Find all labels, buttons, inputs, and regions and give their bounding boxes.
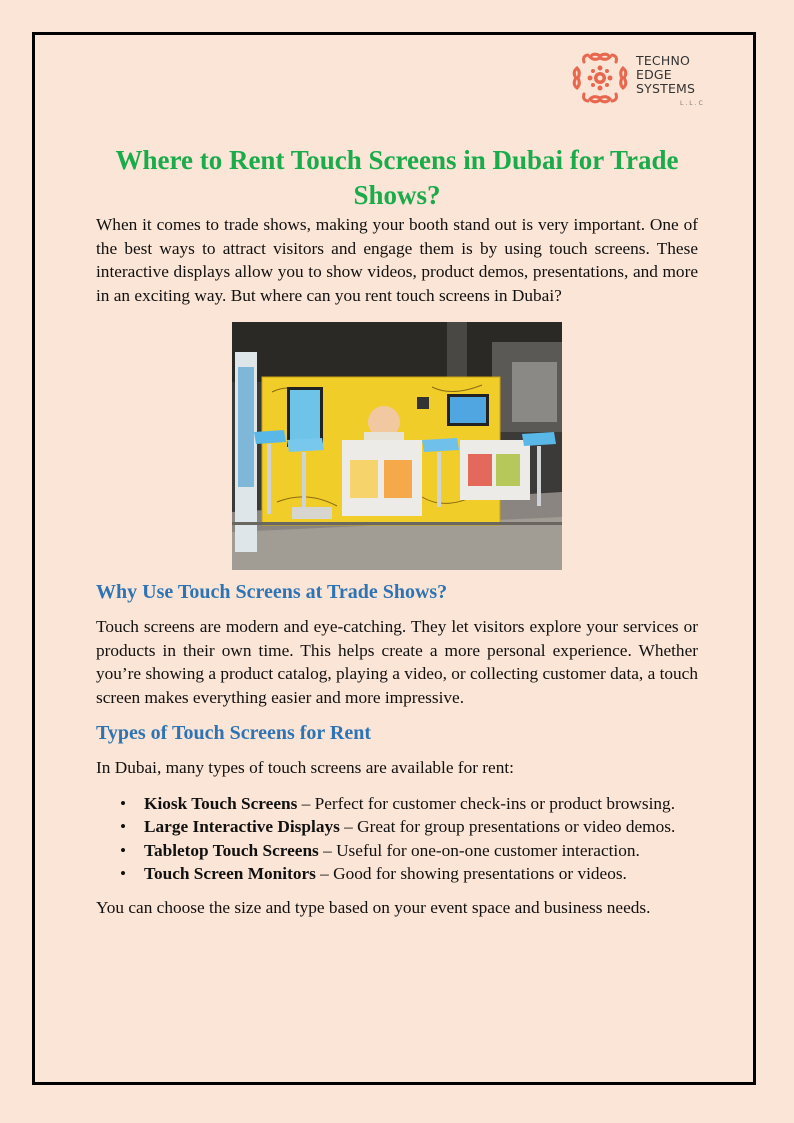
list-item-desc: – Perfect for customer check-ins or product browsing. (297, 793, 676, 813)
company-logo (568, 48, 703, 108)
section-heading-why: Why Use Touch Screens at Trade Shows? (96, 581, 448, 603)
bullet-icon: • (120, 840, 127, 860)
bullet-icon: • (120, 793, 127, 813)
types-lead: In Dubai, many types of touch screens are available for rent: (96, 758, 514, 777)
section-heading-types: Types of Touch Screens for Rent (96, 722, 372, 744)
logo-mark-icon (568, 48, 632, 108)
page-title: Where to Rent Touch Screens in Dubai for Trade Shows? (115, 145, 679, 210)
list-item-desc: – Good for showing presentations or videos. (315, 864, 627, 883)
list-item-term: Touch Screen Monitors (144, 864, 316, 883)
logo-wordmark (636, 54, 695, 96)
intro-paragraph: When it comes to trade shows, making your booth stand out is very important. One of the best ways to attract visitors and engage them is by using touch screens. These interactive displays allow you to show videos, product demos, presentations, and more in an exciting way. But where can you rent touch screens in Dubai? (96, 215, 698, 305)
logo-line: SYSTEMS (636, 81, 696, 96)
logo-suffix: L.L.C (680, 100, 705, 107)
why-paragraph: Touch screens are modern and eye-catching. They let visitors explore your services or products in their own time. This helps create a more personal experience. Whether you’re showing a product catalog, playing a video, or collecting customer data, a touch screen makes everything easier and more impressive. (96, 617, 698, 707)
list-item-term: Large Interactive Displays (144, 817, 340, 836)
trade-show-booth-photo (232, 322, 562, 570)
document-body (96, 143, 698, 919)
list-item (120, 815, 698, 839)
bullet-icon: • (120, 817, 127, 836)
logo-line: TECHNO (636, 53, 691, 68)
list-item-term: Kiosk Touch Screens (144, 793, 298, 813)
list-item (120, 792, 698, 816)
list-item (120, 862, 698, 886)
list-item-term: Tabletop Touch Screens (144, 840, 319, 860)
list-item-desc: – Great for group presentations or video demos. (339, 817, 676, 836)
bullet-icon: • (120, 864, 127, 883)
list-item-desc: – Useful for one-on-one customer interaction. (318, 840, 640, 860)
logo-line: EDGE (636, 67, 672, 82)
closing-paragraph: You can choose the size and type based on your event space and business needs. (96, 897, 651, 917)
list-item (120, 839, 698, 863)
types-list (96, 792, 698, 886)
